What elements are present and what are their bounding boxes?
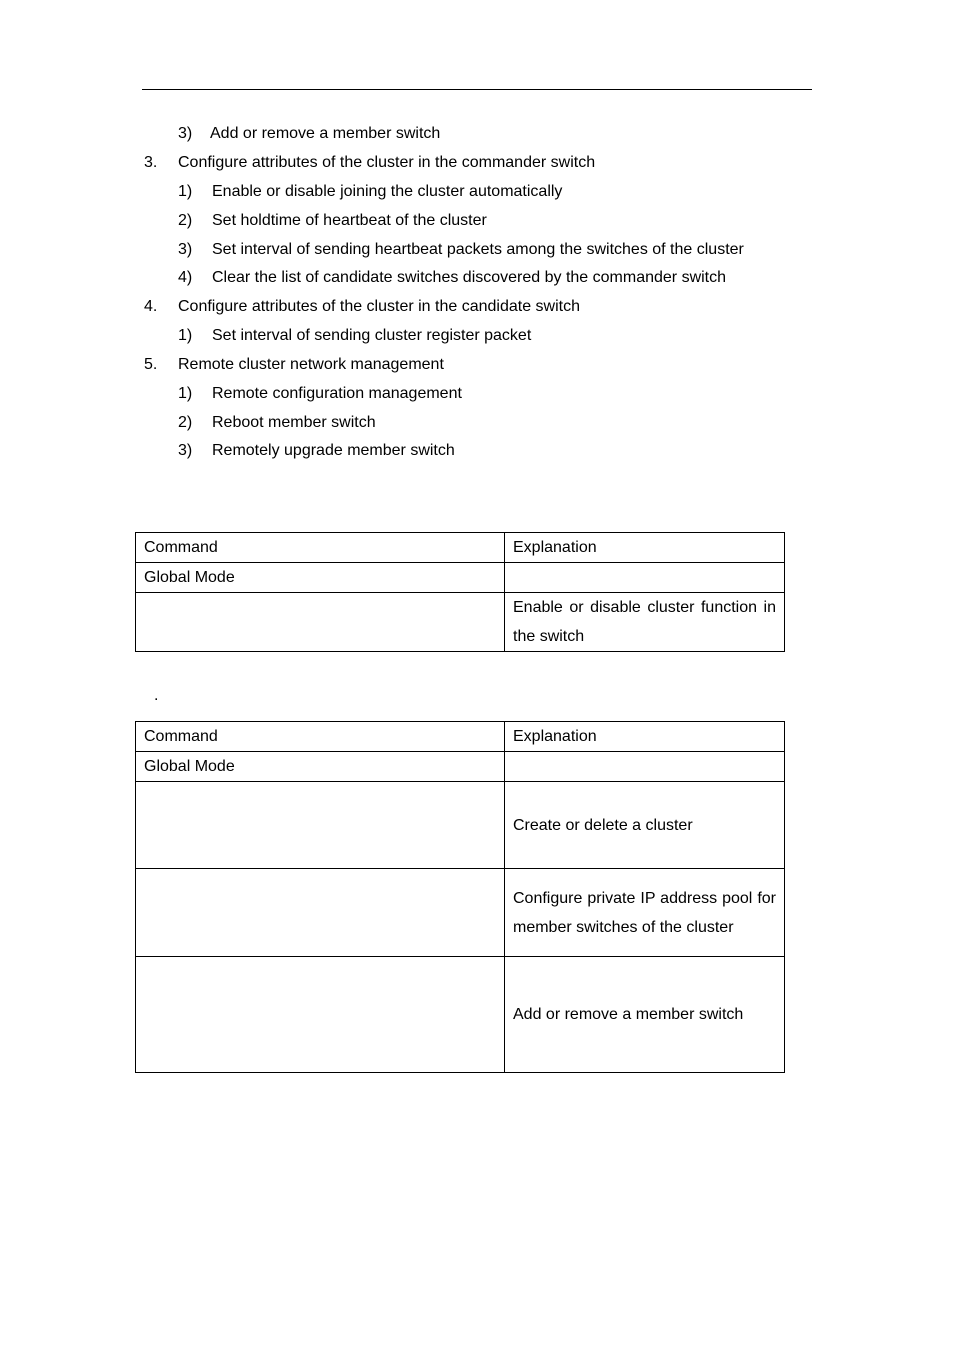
outline-item-text: Add or remove a member switch [210, 125, 441, 142]
outline-item-text: Remote cluster network management [178, 356, 444, 373]
table-mode-row [136, 563, 785, 593]
outline-item-text: Configure attributes of the cluster in the commander switch [178, 154, 596, 171]
header-explanation: Explanation [505, 722, 785, 752]
table-header-row [136, 722, 785, 752]
mode-label: Global Mode [136, 563, 505, 593]
outline-item-number: 3. [144, 154, 158, 171]
outline-item-number: 4. [144, 298, 158, 315]
header-rule [142, 89, 812, 90]
table-row [136, 782, 785, 869]
explanation-cell: Configure private IP address pool for member switches of the cluster [505, 869, 785, 957]
outline-item-number: 2) [178, 414, 193, 431]
header-command: Command [136, 722, 505, 752]
command-cell [136, 593, 505, 652]
table-row [136, 869, 785, 957]
outline-item-number: 3) [178, 442, 193, 459]
command-table-2 [135, 721, 785, 1073]
outline-item-text: Remotely upgrade member switch [212, 442, 455, 459]
mode-explanation-cell [505, 752, 785, 782]
outline-item-text: Enable or disable joining the cluster automatically [212, 183, 563, 200]
outline-item-text: Clear the list of candidate switches discovered by the commander switch [212, 269, 727, 286]
header-explanation: Explanation [505, 533, 785, 563]
table-row [136, 593, 785, 652]
outline-item-number: 1) [178, 385, 193, 402]
command-cell [136, 869, 505, 957]
mode-explanation-cell [505, 563, 785, 593]
command-cell [136, 782, 505, 869]
outline-item-number: 5. [144, 356, 158, 373]
explanation-cell: Add or remove a member switch [505, 957, 785, 1073]
outline-item-number: 4) [178, 269, 193, 286]
table-mode-row [136, 752, 785, 782]
separator-mark: . [154, 687, 159, 704]
outline-item-text: Reboot member switch [212, 414, 376, 431]
outline-item-text: Set interval of sending heartbeat packets among the switches of the cluster [212, 241, 744, 258]
table-header-row [136, 533, 785, 563]
outline-item-number: 2) [178, 212, 193, 229]
outline-item-number: 3) [178, 241, 193, 258]
outline-item-number: 1) [178, 183, 193, 200]
explanation-cell: Enable or disable cluster function in the switch [505, 593, 785, 652]
outline-item-text: Configure attributes of the cluster in the candidate switch [178, 298, 580, 315]
outline-item-number: 1) [178, 327, 193, 344]
outline-item-text: Set holdtime of heartbeat of the cluster [212, 212, 487, 229]
outline-item-number: 3) [178, 125, 193, 142]
command-cell [136, 957, 505, 1073]
outline-item-text: Set interval of sending cluster register packet [212, 327, 532, 344]
mode-label: Global Mode [136, 752, 505, 782]
outline-item-text: Remote configuration management [212, 385, 462, 402]
command-table-1 [135, 532, 785, 652]
explanation-cell: Create or delete a cluster [505, 782, 785, 869]
header-command: Command [136, 533, 505, 563]
table-row [136, 957, 785, 1073]
